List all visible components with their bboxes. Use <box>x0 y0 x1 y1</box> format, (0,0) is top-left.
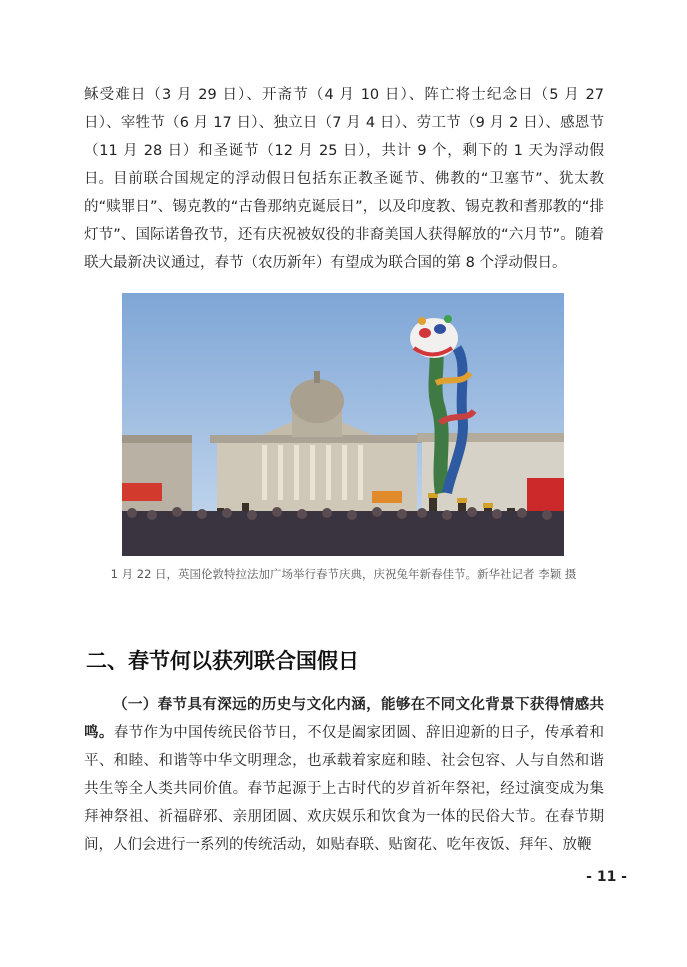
paragraph-holidays-list: 稣受难日（3 月 29 日）、开斋节（4 月 10 日）、阵亡将士纪念日（5 月 27 日）、宰牲节（6 月 17 日）、独立日（7 月 4 日）、劳工节（9 月 2 日）、感恩节（11 月 28 日）和圣诞节（12 月 25 日），共计 9 个，剩下的 1 天为浮动假日。 <box>84 87 604 187</box>
celebration-photo <box>122 293 564 556</box>
paragraph-floating-holidays: 目前联合国规定的浮动假日包括东正教圣诞节、佛教的“卫塞节”、犹太教的“赎罪日”、锡克教的“古鲁那纳克诞辰日”，以及印度教、锡克教和耆那教的“排灯节”、国际诺鲁孜节，还有庆祝被奴役的非裔美国人获得解放的“六月节”。随着联大最新决议通过，春节（农历新年）有望成为联合国的第 8 个浮动假日。 <box>84 171 604 271</box>
section-heading: 二、春节何以获列联合国假日 <box>86 649 359 673</box>
paragraph-section-one <box>84 691 604 859</box>
paragraph-body: 春节作为中国传统民俗节日，不仅是阖家团圆、辞旧迎新的日子，传承着和平、和睦、和谐等中华文明理念，也承载着家庭和睦、社会包容、人与自然和谐共生等全人类共同价值。春节起源于上古时代的岁首祈年祭祀，经过演变成为集拜神祭祖、祈福辟邪、亲朋团圆、欢庆娱乐和饮食为一体的民俗大节。在春节期间，人们会进行一系列的传统活动，如贴春联、贴窗花、吃年夜饭、拜年、放鞭 <box>84 725 605 853</box>
paragraph-lead: （一）春节具有深远的历史与文化内涵，能够在不同文化背景下获得情感共鸣。 <box>84 697 604 741</box>
photo-caption: 1 月 22 日，英国伦敦特拉法加广场举行春节庆典，庆祝兔年新春佳节。新华社记者 李颖 摄 <box>110 567 577 581</box>
page-number: - 11 - <box>586 869 627 885</box>
